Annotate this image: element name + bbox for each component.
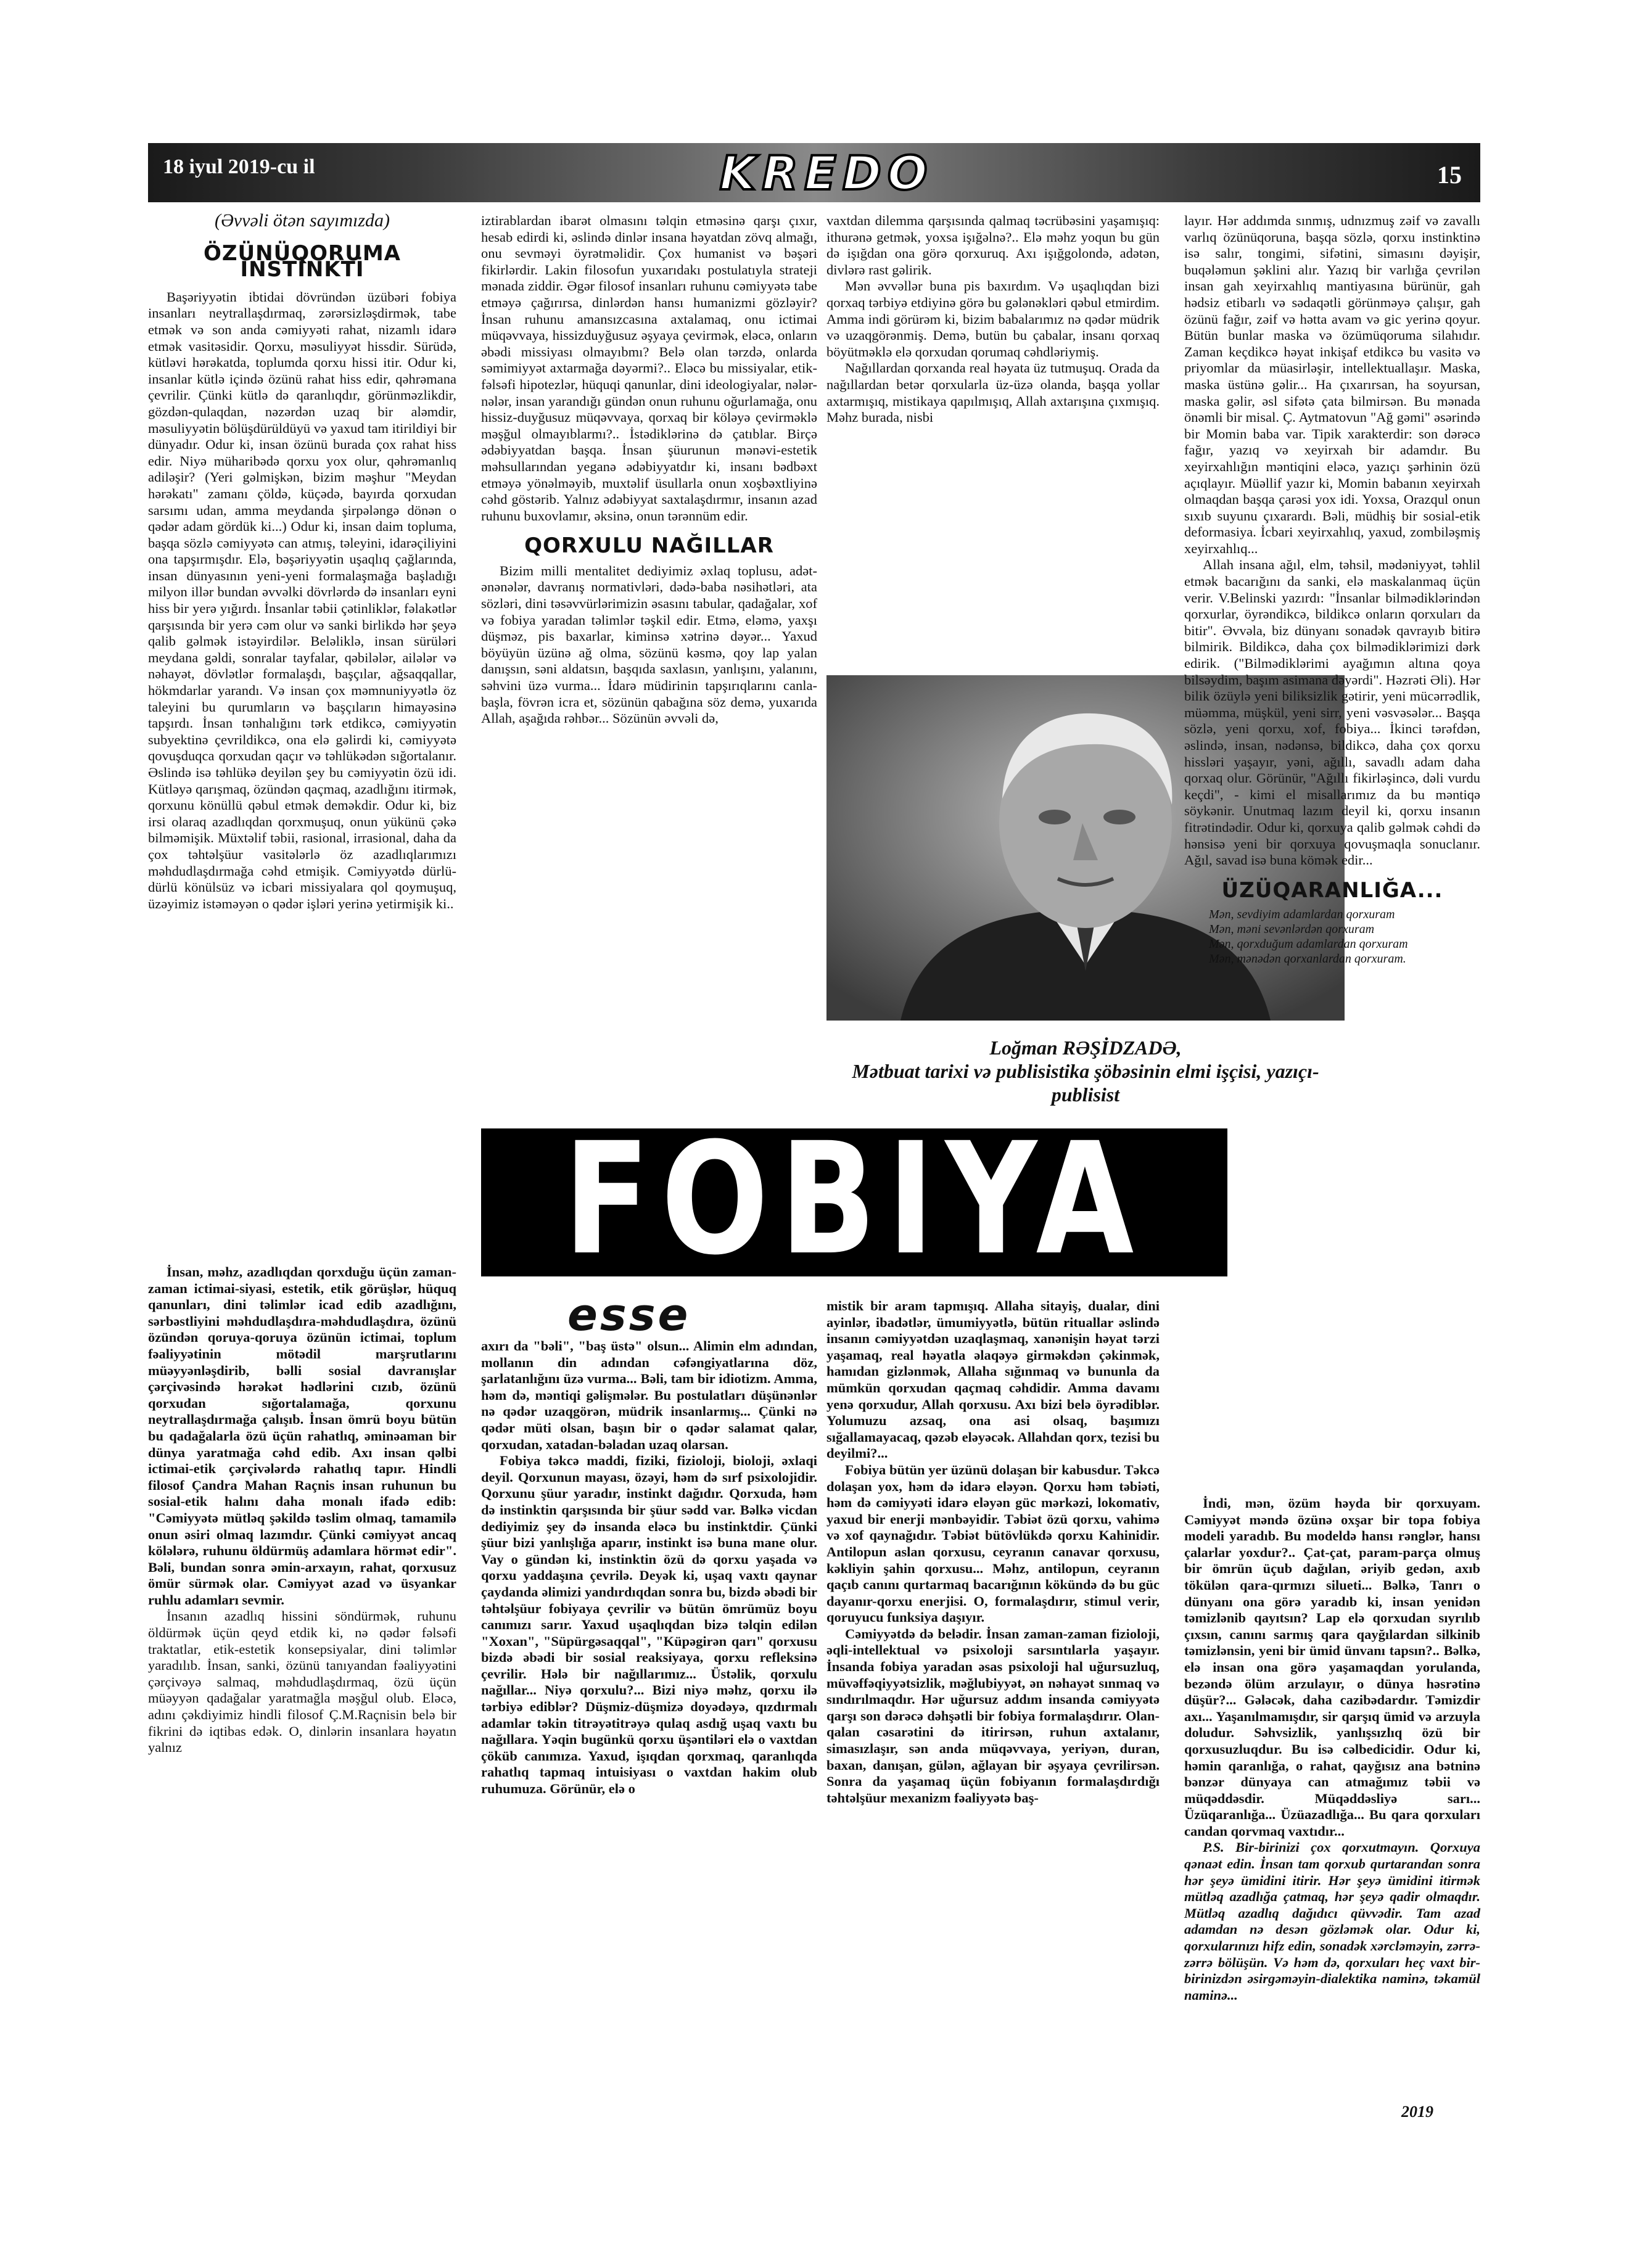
postscript: P.S. Bir-birinizi çox qorxutmayın. Qorxuya qənaət edin. İnsan tam qorxub qurtarandan sonra hər şeyə ümidini itirir. Hər şeyə ümidini itirmək mütləq azadlığa çatmaq, hər şeyə qadir olmaqdır. Mütləq azadlıq dağıdıcı qüvvədir. Tam azad adamdan nə desən gözləmək olar. Odur ki, qorxularınızı hifz edin, sonadək xərcləməyin, zərrə-zərrə bölüşün. Və həm də, qorxuları heç vaxt bir-birinizdən əsirgəməyin-dialektika naminə, təkamül naminə...: [1184, 1839, 1480, 2003]
page-number: 15: [1437, 161, 1462, 189]
epigraph-line: Mən, mənədən qorxanlardan qorxuram.: [1209, 952, 1406, 966]
issue-date: 18 iyul 2019-cu il: [163, 155, 315, 178]
section-title-tales: QORXULU NAĞILLAR: [524, 533, 774, 559]
author-name: Loğman RƏŞİDZADƏ,: [989, 1037, 1182, 1059]
column-3-top: [826, 213, 1160, 426]
paragraph: layır. Hər addımda sınmış, udnızmuş zəif və zavallı varlıq özünüqoruna, başqa sözlə, qorxu instinktinə isə salır, tongimi, sifətini, simasını dəyişir, buqələmun şəklini alır. Yazıq bir varlığa çevrilən insan gah xeyirxahlıq mantiyasına bürünür, gah hədsiz etibarlı və sədaqətli görünməyə çalışır, gah özünü fağır, zəif və hətta avam və gic yerinə qoyur. Bütün bunlar maska və özümüqoruma silahıdır. Zaman keçdikcə həyat inkişaf etdikcə bu vasitə və priyomlar da müasirləşir, intellektuallaşır. Maska, maska üstünə gəlir... Ha çıxarırsan, ha soyursan, maska gəlir, əsl sifətə çata bilmirsən. Bu mənada önəmli bir misal. Ç. Aytmatovun "Ağ gəmi" əsərində bir Momin baba var. Tipik xarakterdir: son dərəcə fağır, yazıq və xeyirxah bir adamdır. Bu xeyirxahlığın məntiqini eləcə, yazıçı şərhinin özü açıqlayır. Müəllif yazır ki, Momin babanın xeyirxah olmaqdan başqa çarəsi yox idi. Yoxsa, Orazqul onun sıxıb suyunu çıxarardı. Bəli, müdhiş bir sosial-etik deformasiya. İcbari xeyirxahlıq, yaxud, zombiləşmiş xeyirxahlıq...: [1184, 213, 1480, 556]
epigraph-line: Mən, qorxduğum adamlardan qorxuram: [1209, 937, 1408, 951]
column-2-bottom: [481, 1338, 817, 1798]
article-genre: esse: [567, 1289, 691, 1341]
paragraph: mistik bir aram tapmışıq. Allaha sitayiş, dualar, dini ayinlər, ibadətlər, ümumiyyətlə, bütün rituallar əslində insanın cəmiyyətdən uzaqlaşmaq, xanənişin həyat tərzi yaşamaq, real həyatla əlaqəyə girməkdən çəkinmək, hamıdan gizlənmək, Allaha sığınmaq və bununla da mümkün qorxudan qaçmaq cəhdidir. Amma davamı yenə qorxudur, Allah qorxusu. Axı bizi belə öyrədiblər. Yolumuzu azsaq, ona asi olsaq, başımızı sığallamayacaq, qəzəb eləyəcək. Allahdan qorx, tezisi bu deyilmi?...: [826, 1298, 1160, 1461]
paragraph: Cəmiyyətdə də belədir. İnsan zaman-zaman fizioloji, əqli-intellektual və psixoloji sarsıntılarla yaşayır. İnsanda fobiya yaradan əsas psixoloji hal uğursuzluq, müvəffəqiyyətsizlik, məğlubiyyət, ən nəhayət sınmaq və sındırılmaqdır. Hər uğursuz addım insanda cəmiyyətə qarşı son dərəcə dəhşətli bir fobiya formalaşdırır. Olan-qalan cəsarətini də itirirsən, ruhun axtalanır, simasızlaşır, sən anda müqəvvaya, yeriyən, duran, baxan, danışan, gülən, ağlayan bir əşyaya çevrilirsən. Sonra da yaşamaq üçün fobiyanın formalaşdırdığı təhtəlşüur mexanizm fəaliyyətə baş-: [826, 1625, 1160, 1806]
paragraph: iztirablardan ibarət olmasını təlqin etməsinə qarşı çıxır, hesab edirdi ki, əslində dinlər insana həyatdan zövq almağı, onu sevməyi öyrətməlidir. Çox humanist və bəşəri fikirlərdir. Lakin filosofun yuxarıdakı postulatıyla strateji mənada ziddir. Əgər filosof insanları ruhunu cəmiyyətə tabe etməyə çağırırsa, dinlərdən hansı humanizmi gözləyir? İnsan ruhunu amansızcasına axtalamaq, onu ictimai müqəvvaya, hissizduyğusuz əşyaya çevirmək, eləcə, onların əbədi missiyası olmayıbmı? Belə olan tərzdə, onlarda səmimiyyət axtarmağa dəyərmi?.. Eləcə bu missiyalar, etik-fəlsəfi hipotezlər, hüquqi qanunlar, dini ideologiyalar, nələr-nələr, insan yarandığı gündən onun ruhunu oğurlamağa, onu hissiz-duyğusuz müqəvvaya, qorxaq bir köləyə çevirməklə məşğul olmayıblarmı?.. İstədiklərinə də çatıblar. Birçə ədəbiyyatdan başqa. İnsan şüurunun mənəvi-estetik məhsullarından yeganə ədəbiyyatdır ki, insanı bədbəxt etməyə yönəlməyib, muxtəlif üsullarla onun xoşbəxtliyinə cəhd göstərib. Yalnız ədəbiyyat saxtalaşdırmır, insanın azad ruhunu buxovlamır, əksinə, onun tərənnüm edir.: [481, 213, 817, 524]
paragraph: Mən əvvəllər buna pis baxırdım. Və uşaqlıqdan bizi qorxaq tərbiyə etdiyinə görə bu gələnəkləri qəbul etmirdim. Amma indi görürəm ki, bizim babalarımız nə qədər müdrik və uzaqgörənmiş. Demə, butün bu çabalar, insanı qorxaq böyütməklə elə qorxudan qorumaq cəhdləriymiş.: [826, 278, 1160, 360]
column-4-bottom: [1184, 1495, 1480, 2003]
paragraph: Fobiya bütün yer üzünü dolaşan bir kabusdur. Təkcə dolaşan yox, həm də idarə eləyən. Qorxu həm təbiəti, həm də cəmiyyəti idarə eləyən güc mərkəzi, lokomativ, yaxud bir enerji mənbəyidir. Təbiət özü qorxu, vahimə və xof qaynağıdır. Təbiət bütövlükdə qorxu Kahinidir. Antilopun aslan qorxusu, ceyranın canavar qorxusu, kəkliyin şahin qorxusu... Məhz, antilopun, ceyranın qaçıb canını qurtarmaq bacarığının kökündə də bu güc dayanır-qorxu enerjisi. O, formalaşdırır, stimul verir, qoruyucu funksiya daşıyır.: [826, 1461, 1160, 1625]
section-title-instinct: ÖZÜNÜQORUMA İNSTİNKTİ: [204, 240, 401, 282]
masthead-bar: [148, 143, 1480, 202]
column-1-top: [148, 210, 456, 912]
paragraph: İnsanın azadlıq hissini söndürmək, ruhunu öldürmək üçün qeyd etdik ki, nə qədər fəlsəfi traktatlar, etik-estetik konsepsiyalar, dini təlimlər yaradılıb. İnsan, sanki, özünü tanıyandan fəaliyyətini çərçivəyə salmaq, məhdudlaşdırmaq, özü üçün müəyyən qadağalar yaratmağla məşğul olub. Eləcə, adını çəkdiyimiz hindli filosof Ç.M.Raçnisin belə bir fikrini də iqtibas edək. O, dinlərin insanlara həyatın yalnız: [148, 1608, 456, 1756]
author-role: Mətbuat tarixi və publisistika şöbəsinin elmi işçisi, yazıçı-publisist: [852, 1060, 1319, 1106]
column-1-bottom: [148, 1264, 456, 1756]
paragraph: İndi, mən, özüm həyda bir qorxuyam. Cəmiyyət məndə özünə oxşar bir topa fobiya modeli yaradıb. Bu modeldə hansı rənglər, hansı çalarlar yoxdur?.. Çat-çat, param-parça olmuş bir ömrün üçub dağılan, əriyib gedən, axıb tökülən qara-qırmızı silueti... Bəlkə, Tanrı o dünyanı ona görə yaradıb ki, insan yenidən təmizlənib qayıtsın? Lap elə qorxudan sıyrılıb çıxsın, canını sarmış qara qayğılardan silkinib təmizlənsin, yeni bir ümid ünvanı tapsın?.. Bəlkə, elə insan ona görə yaşamaqdan yorulanda, bezəndə ölüm arzulayır, o dünya həsrətinə düşür?... Gələcək, daha cazibədardır. Təmizdir axı... Yaşanılmamışdır, sir qarşıq ümid və arzuyla doludur. Səhvsizlik, yanlışsızlıq özü bir qorxusuzluqdur. Bu isə cəlbedicidir. Odur ki, həmin qaranlığa, o rahat, qayğısız ana bətninə bənzər dünyaya can atmağımız təbii və müqəddəsdir. Müqəddəsliyə sarı... Üzüqaranlığa... Üzüazadlığa... Bu qara qorxuları candan qorvmaq vaxtıdır...: [1184, 1495, 1480, 1839]
paragraph: axırı da "bəli", "baş üstə" olsun... Alimin elm adından, mollanın din adından cəfəngiyatlarına döz, şarlatanlığını üzə vurma... Bəli, tam bir idiotizm. Amma, həm də, məntiqi gəlişmələr. Bu postulatları düşünənlər nə qədər uzaqgörən, müdrik insanlarmış... Çünki nə qədər müti olsan, başın bir o qədər salamat qalar, qorxudan, xatadan-bəladan uzaq olarsan.: [481, 1338, 817, 1452]
paragraph: Fobiya təkcə maddi, fiziki, fizioloji, bioloji, əxlaqi deyil. Qorxunun mayası, özəyi, həm də sırf psixolojidir. Qorxunu şüur yaradır, instinkt dağıdır. Qorxuda, həm də instinktin qarşısında bir şüur sədd var. Bəlkə vicdan dediyimiz şey də insanda eləcə bu instinktdir. Çünki şüur bizi yanlışlığa aparır, instinkt isə buna mane olur. Vay o gündən ki, instinktin özü də qorxu yaşada və qorxu yaddaşına çevrilə. Deyək ki, uşaq vaxtı qaynar çaydanda əlimizi yandırdıqdan sonra bu, bizdə əbədi bir təhtəlşüur fobiyaya çevrilir və bütün ömrümüz boyu canımızı sarır. Yaxud uşaqlıqdan bizə təlqin edilən "Xoxan", "Süpürgəsaqqal", "Küpəgirən qarı" qorxusu bizdə əbədi bir sosial reaksiyaya, qorxu refleksinə çevrilir. Hələ bir nağıllarımız... Üstəlik, qorxulu nağıllar... Niyə qorxulu?... Bizi niyə məhz, qorxu ilə tərbiyə ediblər? Düşmiz-düşmizə doyədəyə, qızdırmalı adamlar təkin titrəyətitrəyə qulaq asdığ uşaq vaxtı bu nağıllara. Yəqin bugünkü qorxu üşəntiləri elə o vaxtdan çöküb canımıza. Yaxud, işıqdan qorxmaq, qaranlıqda rahatlıq tapmaq intuisiyası o vaxtdan hakim olub ruhumuza. Görünür, elə o: [481, 1453, 817, 1797]
paragraph: Başəriyyətin ibtidai dövründən üzübəri fobiya insanları neytrallaşdırmaq, zərərsizləşdirmək, tabe etmək və son anda cəmiyyəti rahat, nizamlı idarə etmək vasitəsidir. Qorxu, məsuliyyət hissdir. Sürüdə, kütləvi hərəkatda, toplumda qorxu hissi itir. Odur ki, insanlar kütlə içində özünü rahat hiss edir, qəhrəmana çevrilir. Çünki kütlə də qaranlıqdır, görünməzlikdir, gözdən-qulaqdan, nəzərdən uzaq bir aləmdir, məsuliyyətin bölüşdürüldüyü və yaxud tam itirildiyi bir dünyadır. Odur ki, insan özünü burada çox rahat hiss edir. Niyə müharibədə qorxu yox olur, qəhrəmanlıq adiləşir? (Yeri gəlmişkən, bizim məşhur "Meydan hərəkatı" zamanı çöldə, küçədə, bayırda qorxudan sarsımı udan, amma meydanda şirpələngə dönən o qədər adam gördük ki...) Odur ki, insan daim topluma, başqa sözlə cəmiyyətə can atmış, təleyini, idarəçiliyini ona tapşırmışdır. Elə, bəşəriyyətin uşaqlıq çağlarında, insan dünyasının yeni-yeni formalaşmağa başladığı milyon illər bundan əvvəlki dövrlərdə də insanları eyni hiss bir yerə yığırdı. İnsanlar təbii çətinliklər, fəlakətlər qarşısında bir yerə cəm olur və sanki birlikdə hər şeyə qalib gəlmək istəyirdilər. Beləliklə, insan sürüləri meydana gəldi, sonralar tayfalar, qəbilələr, ailələr və nəhayət, dövlətlər formalaşdı, başçılar, ağsaqqallar, hökmdarlar yarandı. Və insan çox məmnuniyyətlə öz taleyini bu qurumların və başçıların himayəsinə tapşırdı. İnsan tənhalığını tərk etdikcə, cəmiyyətin subyektinə çevrildikcə, ona elə gəlirdi ki, cəmiyyətə qovuşduqca qorxudan qaçır və təhlükədən sığortalanır. Əslində isə təhlükə deyilən şey bu cəmiyyətin özü idi. Kütləyə qarışmaq, özündən qaçmaq, azadlığını itirmək, qorxunu könüllü qəbul etmək deməkdir. Odur ki, biz irsi olaraq azadlıqdan qorxmuşuq, onun yükünü çəkə bilməmişik. Müxtəlif təbii, rasional, irrasional, daha da çox təhtəlşüur vasitələrlə öz azadlıqlarımızı məhdudlaşdırmağa cəhd etmişik. Cəmiyyətdə dürlü-dürlü könülsüz və icbari missiyalara qol qoymuşuq, üzəyimiz istəməyən o qədər işləri yerinə yetirmişik ki..: [148, 289, 456, 911]
epigraph-line: Mən, sevdiyim adamlardan qorxuram: [1209, 908, 1395, 922]
title-banner: [481, 1109, 1227, 1289]
paragraph: Bizim milli mentalitet dediyimiz əxlaq toplusu, adət-ənənələr, davranış normativləri, dədə-baba nəsihətləri, ata sözləri, dini təsəvvürlərimizin əsasını tabular, qadağalar, xof və fobiya yaradan təlimlər təşkil edir. Etmə, eləmə, yaxşı düşməz, pis baxarlar, kiminsə xətrinə dəyər... Yaxud böyüyün üzünə ağ olma, sözünü kəsmə, qoy lap yalan danışsın, səni aldatsın, başqıda saxlasın, yanlışını, yalanını, səhvini üzə vurma... İdarə müdirinin tapşırıqlarını canla-başla, fövrən icra et, sözünün qabağına söz demə, yuxarıda Allah, aşağıda rəhbər... Sözünün əvvəli də,: [481, 562, 817, 726]
photo-caption: [820, 1036, 1351, 1106]
paragraph: İnsan, məhz, azadlıqdan qorxduğu üçün zaman-zaman ictimai-siyasi, estetik, etik görüşlər, hüquq qanunları, dini təlimlər icad edib azadlığını, sərbəstliyini məhdudlaşdıra-məhdudlaşdıra, özünü özündən qoruya-qoruya özünün ictimai, toplum fəaliyyətinin mötədil marşrutlarını müəyyənləşdirib, bəlli sosial davranışlar çərçivəsində hərəkət hədlərini cızıb, özünü qorxudan sığortalamağa, qorxunu neytrallaşdırmağa çalışıb. İnsan ömrü boyu bütün bu qadağalarla özü üçün rahatlıq, əminəaman bir dünya yaratmağa cəhd edib. Axı insan qəlbi ictimai-etik çərçivələrdə rahatlıq tapır. Hindli filosof Çandra Mahan Raçnis insan ruhunun bu sosial-etik halını daha monalı ifadə edib: "Cəmiyyətə mütləq şəkildə təslim olmaq, tamamilə onun əsiri olmaq lazımdır. Çünki cəmiyyət ancaq kölələrə, ruhunu öldürmüş adamlara hörmət edir". Bəli, bundan sonra əmin-arxayın, rahat, qorxusuz ömür sürmək olar. Cəmiyyət azad və üsyankar ruhlu adamları sevmir.: [148, 1264, 456, 1608]
paragraph: Nağıllardan qorxanda real həyata üz tutmuşuq. Orada da nağıllardan betər qorxularla üz-üzə olanda, başqa yollar axtarmışıq, mistikaya qapılmışıq, Allah axtarışına çıxmışıq. Məhz burada, nisbi: [826, 360, 1160, 425]
column-2-top: [481, 213, 817, 727]
epigraph: [1209, 907, 1480, 966]
paragraph: Allah insana ağıl, elm, təhsil, mədəniyyət, təhlil etmək bacarığını da sanki, elə maskalanmaq üçün verir. V.Belinski yazırdı: "İnsanlar bilmədiklərindən qorxurlar, öyrəndikcə, bildikcə onların qorxuları da bitir". Əvvəla, biz dünyanı sonadək qavrayıb bitirə bilmirik. Bildikcə, daha çox bilmədiklərimizi dərk edirik. ("Bilmədiklərimi ayağımın altına qoya bilsəydim, başım asimana dəyərdi". Həzrəti Əli). Hər bilik özüylə yeni biliksizlik gətirir, yeni mücərrədlik, müəmma, müşkül, yeni sirr, yeni vəsvəsələr... Başqa sözlə, yeni qorxu, xof, fobiya... İkinci tərəfdən, əslində, insan, nədənsə, bildikcə, daha çox qorxu hissləri yaşayır, yəni, ağıllı, savadlı adam daha qorxaq olur. Görünür, "Ağıllı fikirləşincə, dəli vurdu keçdi", - kimi el misallarımız da bu məntiqə söykənir. Unutmaq lazım deyil ki, qorxu insanın fitrətindədir. Odur ki, qorxuya qalib gəlmək cəhdi də hənsisə yeni bir qorxuya qovuşmaqla sonuclanır. Ağıl, savad isə buna kömək edir...: [1184, 557, 1480, 868]
paragraph: vaxtdan dilemma qarşısında qalmaq təcrübəsini yaşamışıq: ithurənə getmək, yoxsa işığəlnə?.. Elə məhz yoqun bu gün də işığdan ona görə qorxuruq. Axı işığgolondə, adətən, divlərə rast gəlirik.: [826, 213, 1160, 277]
section-title-darkness: ÜZÜQARANLIĞA...: [1221, 877, 1443, 903]
newspaper-brand: KREDO: [719, 146, 934, 200]
column-4-top: [1184, 213, 1480, 966]
continued-note: (Əvvəli ötən sayımızda): [214, 210, 390, 231]
article-title: FOBİYA: [563, 1109, 1145, 1289]
column-3-bottom: [826, 1298, 1160, 1806]
epigraph-line: Mən, məni sevənlərdən qorxuram: [1209, 922, 1375, 937]
signature-year: 2019: [1401, 2103, 1433, 2121]
